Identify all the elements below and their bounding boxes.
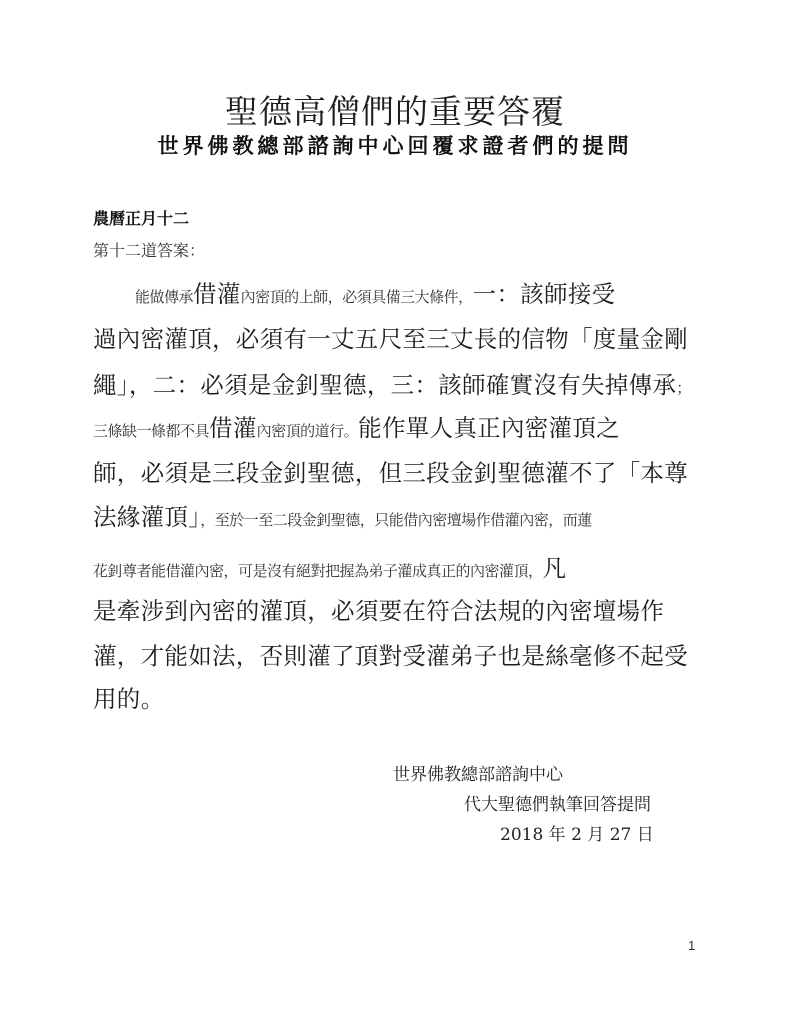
answer-label: 第十二道答案： xyxy=(93,241,206,260)
body-line xyxy=(93,371,691,399)
text-run: 內密頂的上師，必須具備三大條件， xyxy=(240,288,473,306)
body-line xyxy=(93,554,567,582)
text-run: 三條缺一條都不具 xyxy=(93,422,210,440)
text-run: 借灌 xyxy=(193,280,241,308)
signature-byline: 代大聖德們執筆回答提問 xyxy=(464,795,651,815)
body-line xyxy=(93,597,665,625)
body-line xyxy=(93,325,688,353)
lunar-date-heading: 農曆正月十二 xyxy=(93,209,190,228)
body-line xyxy=(135,280,616,308)
text-run: 用的。 xyxy=(93,685,165,713)
body-line xyxy=(93,503,592,531)
body-line xyxy=(93,414,620,442)
text-run: ，至於一至二段金釗聖德，只能借內密壇場作借灌內密，而蓮 xyxy=(200,511,592,529)
signature-date: 2018 年 2 月 27 日 xyxy=(500,825,654,845)
body-line xyxy=(93,459,688,487)
text-run: 凡 xyxy=(542,554,567,582)
page-number: 1 xyxy=(688,938,696,953)
text-run: 一：該師接受 xyxy=(472,280,616,308)
body-line xyxy=(93,685,165,713)
page-title: 聖德高僧們的重要答覆 xyxy=(225,92,565,131)
text-run: 灌，才能如法，否則灌了頂對受灌弟子也是絲毫修不起受 xyxy=(93,642,688,670)
text-run: 花釗尊者能借灌內密，可是沒有絕對把握為弟子灌成真正的內密灌頂， xyxy=(93,562,543,580)
text-run: 能作單人真正內密灌頂之 xyxy=(358,414,620,442)
text-run: 是牽涉到內密的灌頂，必須要在符合法規的內密壇場作 xyxy=(93,597,665,625)
text-run: 師，必須是三段金釗聖德，但三段金釗聖德灌不了「本尊 xyxy=(93,459,688,487)
page-subtitle: 世界佛教總部諮詢中心回覆求證者們的提問 xyxy=(157,133,633,158)
text-run: ； xyxy=(676,379,691,397)
text-run: 能做傳承 xyxy=(135,288,194,306)
body-line xyxy=(93,642,688,670)
text-run: 內密頂的道行。 xyxy=(256,422,359,440)
signature-organization: 世界佛教總部諮詢中心 xyxy=(393,765,563,785)
text-run: 法緣灌頂」 xyxy=(93,503,201,531)
text-run: 借灌 xyxy=(209,414,257,442)
text-run: 過內密灌頂，必須有一丈五尺至三丈長的信物「度量金剛 xyxy=(93,325,688,353)
text-run: 繩」，二：必須是金釗聖德，三：該師確實沒有失掉傳承 xyxy=(93,371,677,399)
